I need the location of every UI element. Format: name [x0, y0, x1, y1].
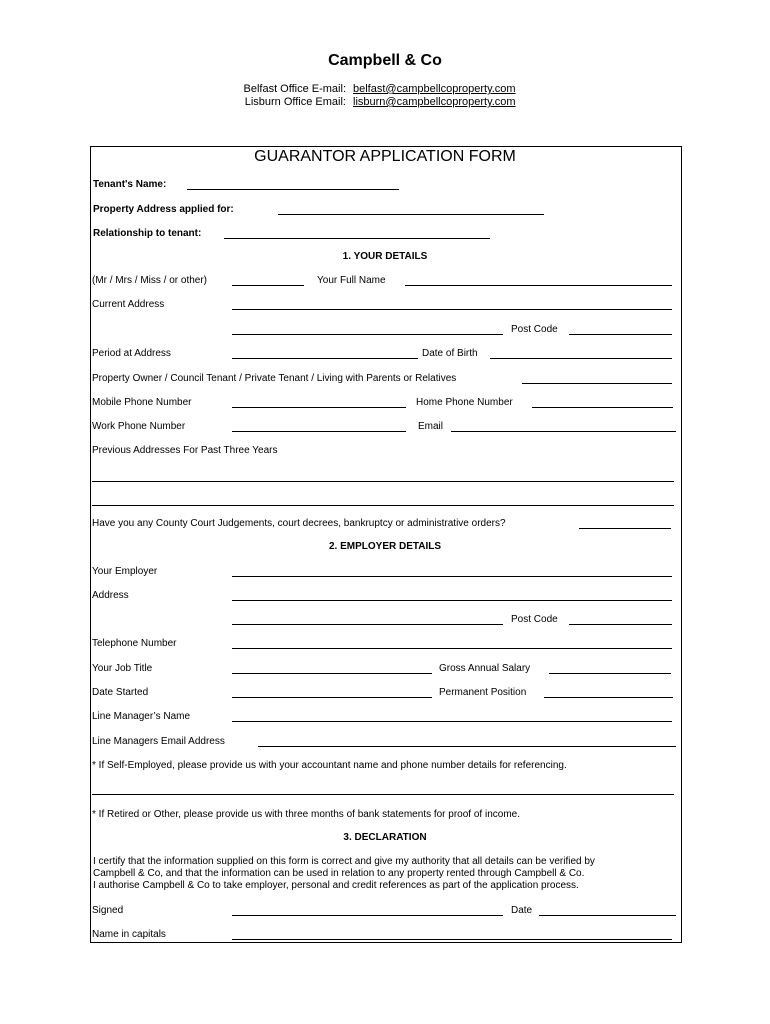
date-started-label: Date Started: [92, 687, 149, 698]
gross-salary-field[interactable]: [549, 673, 671, 674]
property-address-field[interactable]: [278, 214, 544, 215]
previous-addresses-label: Previous Addresses For Past Three Years: [92, 445, 278, 456]
line-manager-email-label: Line Managers Email Address: [92, 736, 225, 747]
post-code-field[interactable]: [569, 334, 672, 335]
employer-address-field-1[interactable]: [232, 600, 672, 601]
section-employer-details-heading: 2. EMPLOYER DETAILS: [328, 541, 442, 552]
mobile-label: Mobile Phone Number: [92, 397, 192, 408]
period-at-address-field[interactable]: [232, 358, 418, 359]
previous-addresses-field-1[interactable]: [92, 481, 674, 482]
date-started-field[interactable]: [232, 697, 432, 698]
work-phone-field[interactable]: [232, 431, 406, 432]
full-name-label: Your Full Name: [317, 275, 386, 286]
declaration-line-3: I authorise Campbell & Co to take employer, personal and credit references as part of the application process.: [93, 880, 579, 891]
form-title: GUARANTOR APPLICATION FORM: [254, 148, 516, 165]
self-employed-note: * If Self-Employed, please provide us with your accountant name and phone number details for referencing.: [92, 760, 567, 771]
post-code-label: Post Code: [511, 324, 558, 335]
ccj-question-label: Have you any County Court Judgements, court decrees, bankruptcy or administrative orders?: [92, 518, 506, 529]
property-address-label: Property Address applied for:: [93, 204, 234, 215]
declaration-line-2: Campbell & Co, and that the information can be used in relation to any property rented through Campbell & Co.: [93, 868, 585, 879]
previous-addresses-field-2[interactable]: [92, 505, 674, 506]
email-label: Email: [418, 421, 444, 432]
employer-telephone-label: Telephone Number: [92, 638, 177, 649]
section-declaration-heading: 3. DECLARATION: [343, 832, 427, 843]
signed-label: Signed: [92, 905, 124, 916]
declaration-date-field[interactable]: [539, 915, 676, 916]
employer-address-field-2[interactable]: [232, 624, 503, 625]
home-phone-field[interactable]: [532, 407, 673, 408]
employer-address-label: Address: [92, 590, 129, 601]
work-phone-label: Work Phone Number: [92, 421, 186, 432]
ccj-answer-field[interactable]: [579, 528, 671, 529]
gross-salary-label: Gross Annual Salary: [439, 663, 531, 674]
employer-field[interactable]: [232, 576, 672, 577]
retired-note: * If Retired or Other, please provide us with three months of bank statements for proof of income.: [92, 809, 520, 820]
permanent-position-label: Permanent Position: [439, 687, 527, 698]
lisburn-email-link[interactable]: lisburn@campbellcoproperty.com: [353, 96, 516, 108]
employer-label: Your Employer: [92, 566, 158, 577]
name-in-capitals-label: Name in capitals: [92, 929, 166, 940]
employer-telephone-field[interactable]: [232, 648, 672, 649]
current-address-field-2[interactable]: [232, 334, 503, 335]
full-name-field[interactable]: [405, 285, 672, 286]
permanent-position-field[interactable]: [544, 697, 673, 698]
belfast-email-label: Belfast Office E-mail:: [243, 83, 346, 95]
name-in-capitals-field[interactable]: [232, 939, 672, 940]
lisburn-email-label: Lisburn Office Email:: [244, 96, 346, 108]
current-address-label: Current Address: [92, 299, 165, 310]
tenant-name-label: Tenant's Name:: [93, 179, 167, 190]
line-manager-email-field[interactable]: [258, 746, 676, 747]
signature-field[interactable]: [232, 915, 503, 916]
date-of-birth-field[interactable]: [490, 358, 672, 359]
current-address-field-1[interactable]: [232, 309, 672, 310]
tenant-name-field[interactable]: [187, 189, 399, 190]
declaration-text: [93, 856, 683, 892]
job-title-label: Your Job Title: [92, 663, 153, 674]
tenure-label: Property Owner / Council Tenant / Private Tenant / Living with Parents or Relatives: [92, 373, 457, 384]
title-options-label: (Mr / Mrs / Miss / or other): [92, 275, 207, 286]
belfast-email-link[interactable]: belfast@campbellcoproperty.com: [353, 83, 516, 95]
declaration-date-label: Date: [511, 905, 533, 916]
accountant-details-field[interactable]: [92, 794, 674, 795]
home-phone-label: Home Phone Number: [416, 397, 513, 408]
line-manager-field[interactable]: [232, 721, 672, 722]
employer-post-code-field[interactable]: [569, 624, 672, 625]
period-at-address-label: Period at Address: [92, 348, 171, 359]
section-your-details-heading: 1. YOUR DETAILS: [342, 251, 428, 262]
tenure-field[interactable]: [522, 383, 672, 384]
declaration-line-1: I certify that the information supplied on this form is correct and give my authority that all details can be verified by: [93, 856, 595, 867]
mobile-field[interactable]: [232, 407, 406, 408]
line-manager-label: Line Manager’s Name: [92, 711, 191, 722]
company-name: Campbell & Co: [328, 52, 442, 69]
job-title-field[interactable]: [232, 673, 432, 674]
title-field[interactable]: [232, 285, 304, 286]
employer-post-code-label: Post Code: [511, 614, 558, 625]
relationship-field[interactable]: [224, 238, 490, 239]
email-field[interactable]: [451, 431, 676, 432]
relationship-label: Relationship to tenant:: [93, 228, 202, 239]
date-of-birth-label: Date of Birth: [422, 348, 478, 359]
